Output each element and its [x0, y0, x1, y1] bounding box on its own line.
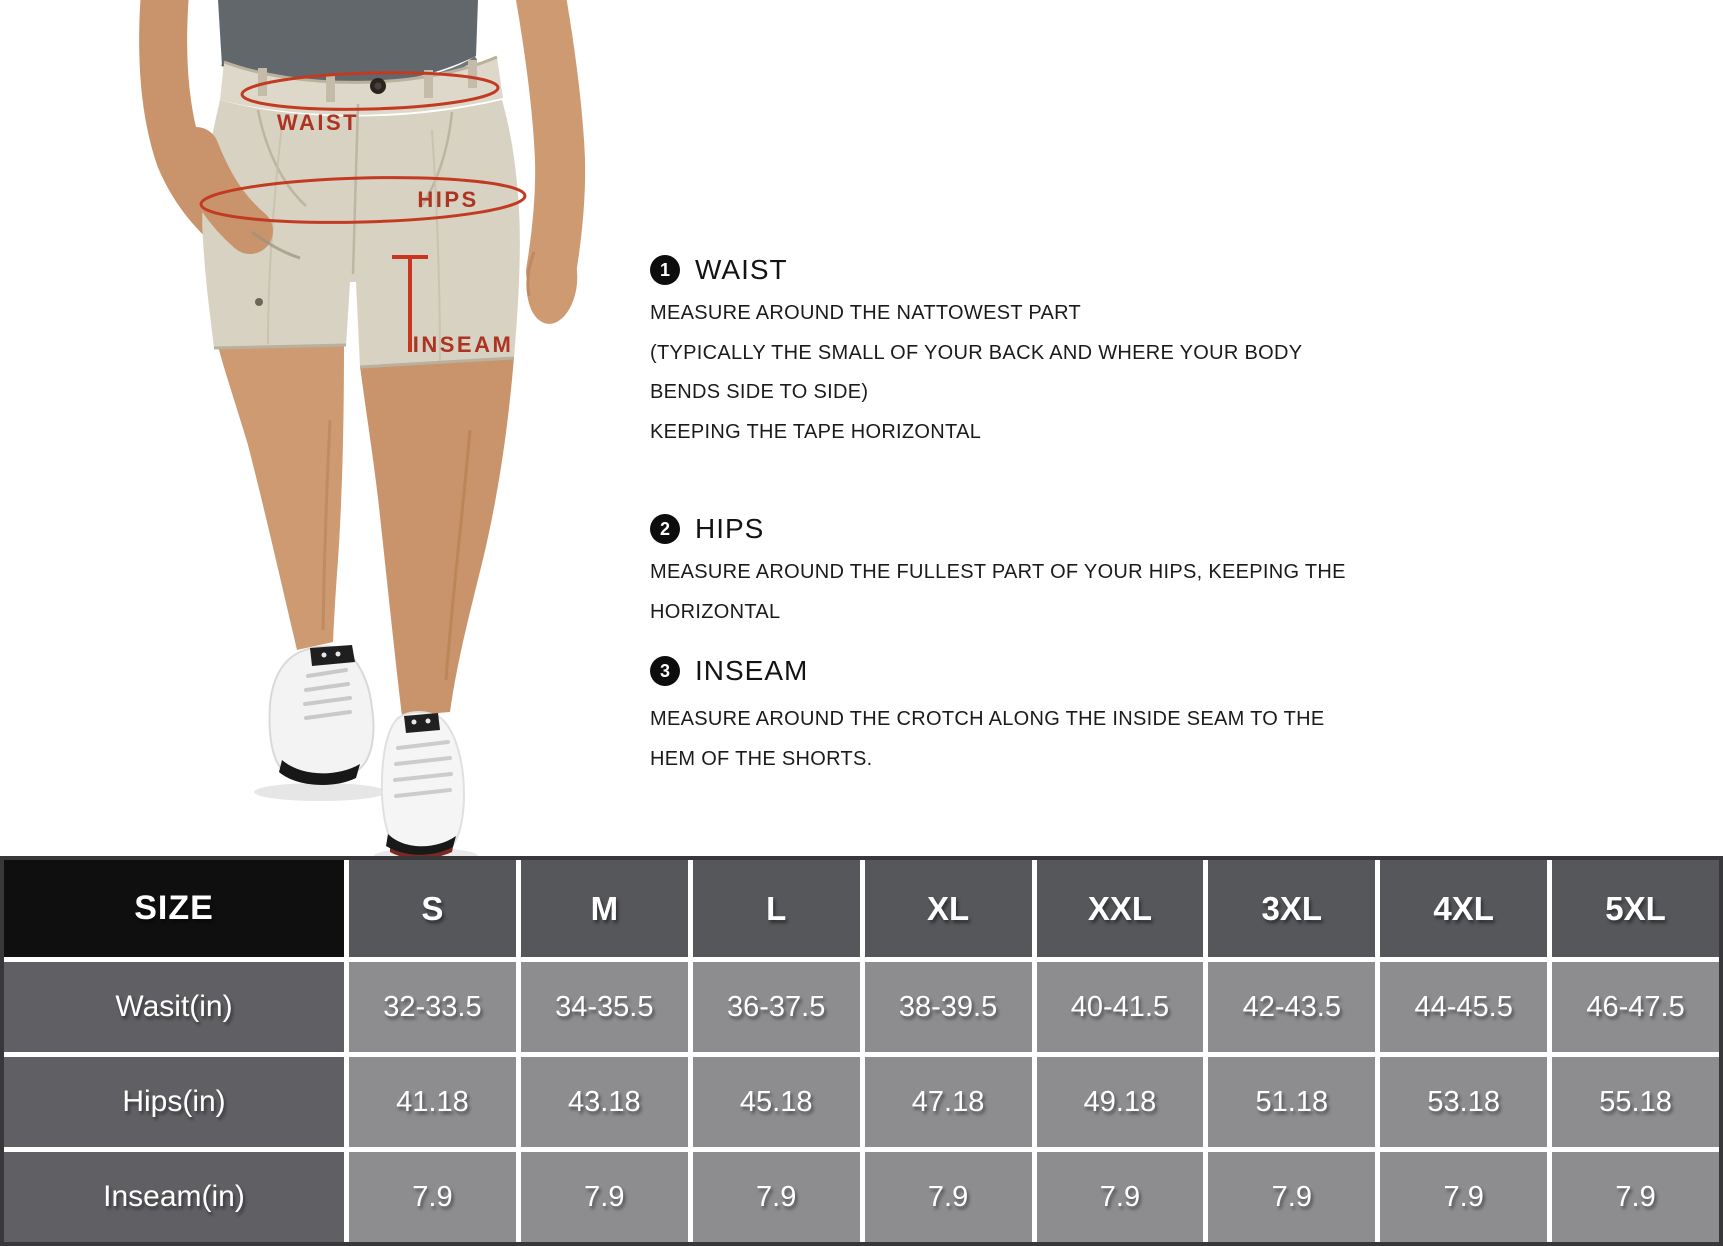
instruction-line: BENDS SIDE TO SIDE): [650, 381, 869, 403]
hips-title: HIPS: [695, 513, 765, 544]
hips-value: 47.18: [865, 1057, 1032, 1147]
table-header-4xl: 4XL: [1380, 860, 1547, 957]
belt-loop: [468, 60, 477, 88]
table-header-xxl: XXL: [1037, 860, 1204, 957]
right-shoe-collar: [404, 713, 440, 733]
inseam-instructions: [650, 700, 1324, 779]
waist-value: 40-41.5: [1037, 962, 1204, 1052]
inseam-value: 7.9: [693, 1152, 860, 1242]
right-shoe: [382, 712, 464, 855]
waist-value: 32-33.5: [349, 962, 516, 1052]
hips-instructions: [650, 553, 1346, 632]
shoe-dot: [412, 720, 417, 725]
row-label-hips: Hips(in): [4, 1057, 344, 1147]
hips-section-heading: [650, 513, 764, 545]
waist-photo-label: WAIST: [276, 110, 360, 135]
waist-section-heading: [650, 254, 788, 286]
inseam-title: INSEAM: [695, 655, 809, 686]
right-leg: [360, 357, 514, 716]
waist-value: 38-39.5: [865, 962, 1032, 1052]
inseam-value: 7.9: [349, 1152, 516, 1242]
inseam-value: 7.9: [1037, 1152, 1204, 1242]
model-photo: [0, 0, 620, 860]
row-label-waist: Wasit(in): [4, 962, 344, 1052]
hips-value: 51.18: [1208, 1057, 1375, 1147]
table-header-l: L: [693, 860, 860, 957]
left-shoe: [270, 646, 374, 777]
shoe-dot: [322, 653, 327, 658]
left-leg: [218, 344, 344, 650]
inseam-section-heading: [650, 655, 808, 687]
instruction-line: MEASURE AROUND THE NATTOWEST PART: [650, 302, 1082, 324]
inseam-value: 7.9: [1380, 1152, 1547, 1242]
size-chart-table: [0, 856, 1723, 1246]
shoe-dot: [336, 652, 341, 657]
waist-value: 44-45.5: [1380, 962, 1547, 1052]
inseam-photo-label: INSEAM: [412, 332, 514, 357]
shoe-shadow: [254, 783, 386, 801]
inseam-value: 7.9: [521, 1152, 688, 1242]
instruction-line: MEASURE AROUND THE CROTCH ALONG THE INSIDE SEAM TO THE: [650, 708, 1325, 730]
instruction-line: MEASURE AROUND THE FULLEST PART OF YOUR HIPS, KEEPING THE: [650, 561, 1346, 583]
button-center: [375, 83, 382, 90]
inseam-value: 7.9: [1208, 1152, 1375, 1242]
instruction-line: HEM OF THE SHORTS.: [650, 747, 873, 770]
zipper-pull: [255, 298, 263, 306]
right-arm: [540, 0, 560, 272]
instruction-line: (TYPICALLY THE SMALL OF YOUR BACK AND WHERE YOUR BODY: [650, 341, 1303, 364]
hips-photo-label: HIPS: [417, 187, 479, 212]
table-header-size: SIZE: [4, 860, 344, 957]
shoe-dot: [426, 719, 431, 724]
number-1-icon: 1: [650, 255, 680, 285]
inseam-value: 7.9: [865, 1152, 1032, 1242]
table-header-s: S: [349, 860, 516, 957]
number-3-icon: 3: [650, 656, 680, 686]
table-header-3xl: 3XL: [1208, 860, 1375, 957]
table-header-m: M: [521, 860, 688, 957]
hips-value: 43.18: [521, 1057, 688, 1147]
table-header-xl: XL: [865, 860, 1032, 957]
hips-value: 41.18: [349, 1057, 516, 1147]
inseam-value: 7.9: [1552, 1152, 1719, 1242]
waist-value: 36-37.5: [693, 962, 860, 1052]
waist-value: 46-47.5: [1552, 962, 1719, 1052]
hips-value: 53.18: [1380, 1057, 1547, 1147]
number-2-icon: 2: [650, 514, 680, 544]
instruction-line: HORIZONTAL: [650, 600, 781, 623]
waist-title: WAIST: [695, 254, 788, 285]
waist-value: 42-43.5: [1208, 962, 1375, 1052]
table-header-5xl: 5XL: [1552, 860, 1719, 957]
belt-loop: [326, 74, 335, 102]
hips-value: 49.18: [1037, 1057, 1204, 1147]
waist-value: 34-35.5: [521, 962, 688, 1052]
instruction-line: KEEPING THE TAPE HORIZONTAL: [650, 420, 982, 443]
waist-instructions: [650, 294, 1302, 452]
row-label-inseam: Inseam(in): [4, 1152, 344, 1242]
hips-value: 55.18: [1552, 1057, 1719, 1147]
hips-value: 45.18: [693, 1057, 860, 1147]
